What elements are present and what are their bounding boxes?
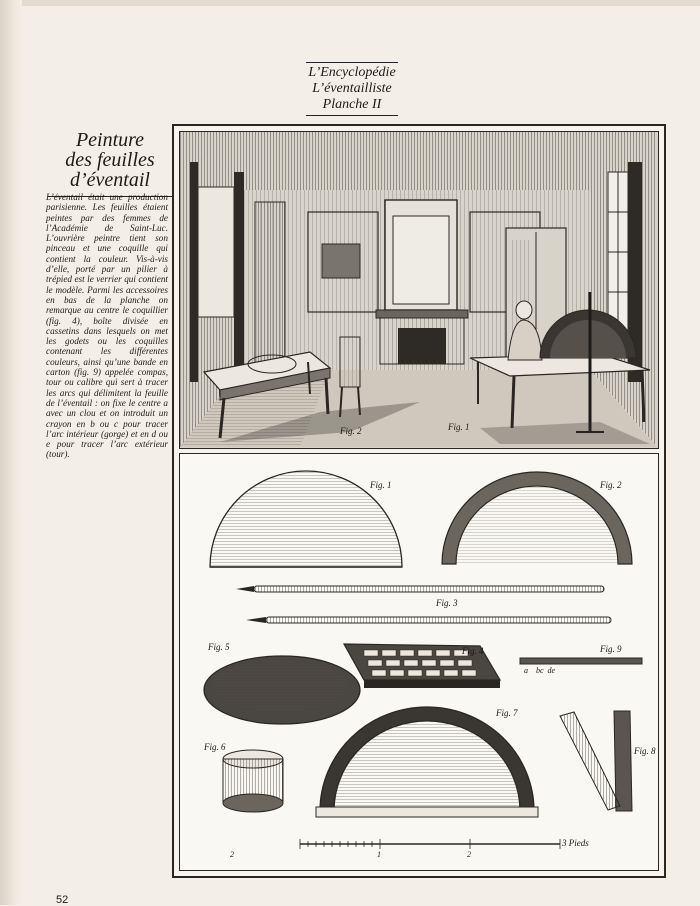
page-number: 52	[56, 894, 69, 906]
tool-fig9-letters: a bc de	[524, 666, 556, 675]
tool-fig7-label: Fig. 7	[496, 708, 518, 718]
tool-fig1-label: Fig. 1	[370, 480, 392, 490]
scene-fig1-label: Fig. 1	[448, 422, 470, 432]
engraving-plate	[172, 124, 666, 878]
page-binding-shadow	[0, 0, 22, 905]
tools-drawing	[180, 454, 657, 869]
header-line-3: Planche II	[322, 97, 382, 112]
tool-fig2-label: Fig. 2	[600, 480, 622, 490]
header-rule-top	[306, 62, 398, 63]
tool-fig3-label: Fig. 3	[436, 598, 458, 608]
tool-fig6-label: Fig. 6	[204, 742, 226, 752]
tool-fig4-label: Fig. 4	[462, 646, 484, 656]
workshop-scene-drawing	[180, 132, 657, 447]
tool-fig8-label: Fig. 8	[634, 746, 656, 756]
tool-fig5-label: Fig. 5	[208, 642, 230, 652]
article-title	[48, 130, 172, 197]
scale-mark-1: 1	[377, 850, 381, 859]
scale-mark-2: 2	[467, 850, 471, 859]
header-line-1: L’Encyclopédie	[308, 65, 396, 80]
plate-number: 2	[230, 850, 234, 859]
article-title-line-2: des feuilles	[65, 149, 155, 171]
article-title-line-1: Peinture	[75, 129, 145, 151]
tools-plate	[179, 453, 659, 871]
header-line-2: L’éventailliste	[312, 81, 392, 96]
scene-fig2-label: Fig. 2	[340, 426, 362, 436]
page-top-edge	[0, 0, 700, 6]
running-header	[300, 60, 404, 118]
tool-fig9-label: Fig. 9	[600, 644, 622, 654]
article-body	[46, 192, 168, 460]
article-title-line-3: d’éventail	[70, 169, 150, 191]
article-body-text: L’éventail était une production parisienne. Les feuilles étaient peintes par des femmes de l’Académie de Saint-Luc. L’ouvrière peintre tient son pinceau et une coquille qui contient la couleur. Vis-à-vis d’elle, porté par un pilier à trépied est le verrier qui contient le modèle. Parmi les accessoires en bas de la planche on remarque au centre le coquillier (fig. 4), boîte divisée en cassetins dans lesquels on met les godets ou les coquilles contenant les différentes couleurs, ainsi qu’une bande en carton (fig. 9) appelée compas, tour ou calibre qui sert à tracer les arcs qui délimitent la feuille de l’éventail : on fixe le centre a avec un clou et on introduit un crayon en b ou c pour tracer l’arc intérieur (gorge) et en d ou e pour tracer l’arc extérieur (tour).	[46, 192, 168, 460]
scale-unit-label: 3 Pieds	[562, 838, 589, 848]
workshop-scene	[179, 131, 659, 449]
header-rule-bottom	[306, 115, 398, 116]
